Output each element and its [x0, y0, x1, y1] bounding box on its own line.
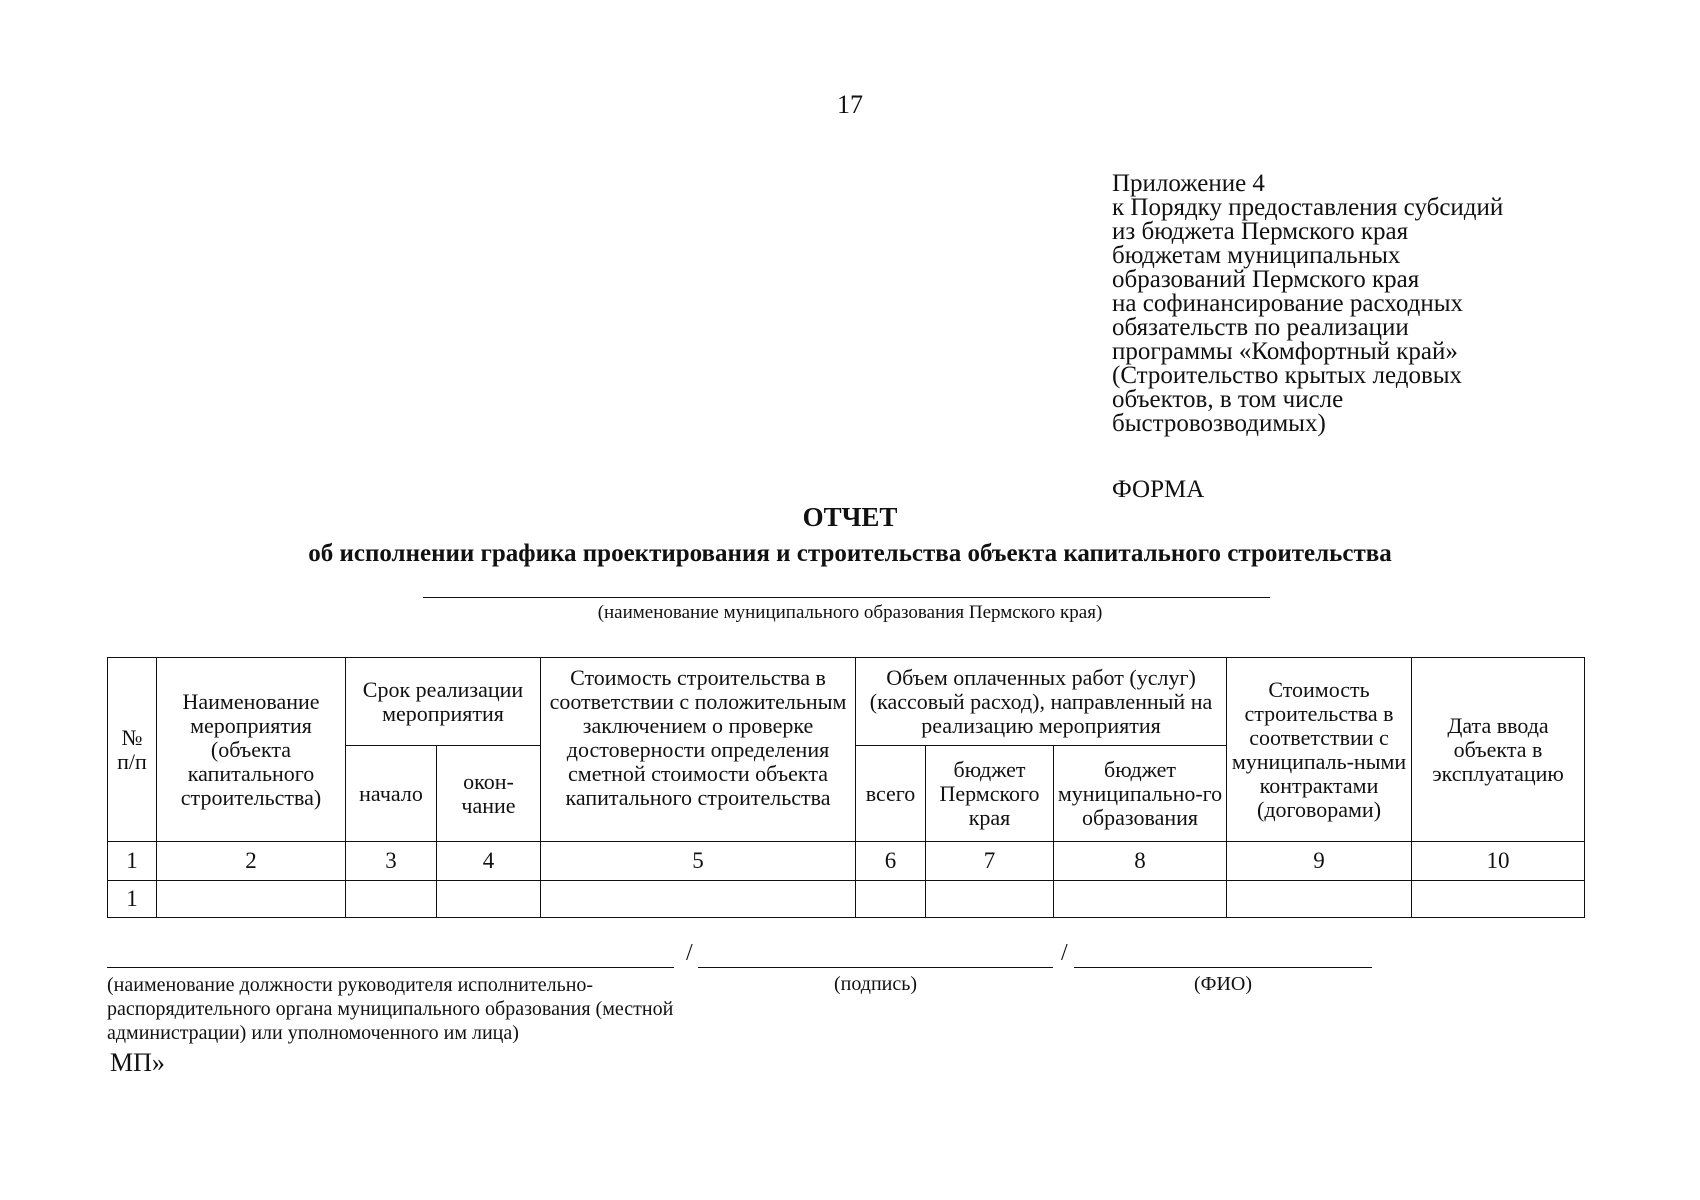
report-table: [107, 657, 1585, 918]
stamp-mark: МП»: [110, 1048, 165, 1077]
column-number: 3: [346, 842, 437, 881]
table-cell[interactable]: [346, 881, 437, 918]
position-caption: (наименование должности руководителя исполнительно-распорядительного органа муниципального образования (местной администрации) или уполномоченного им лица): [107, 974, 674, 1044]
name-caption: (ФИО): [1193, 973, 1252, 995]
header-end: окон-чание: [437, 746, 541, 842]
appendix-line: бюджетам муниципальных: [1112, 242, 1401, 269]
header-total: всего: [856, 746, 926, 842]
signature-fill-line: [698, 967, 1053, 968]
column-number-row: [108, 842, 1585, 881]
appendix-line: образований Пермского края: [1112, 266, 1420, 293]
table-cell[interactable]: [437, 881, 541, 918]
table-cell[interactable]: [1054, 881, 1227, 918]
header-paid-works: Объем оплаченных работ (услуг) (кассовый расход), направленный на реализацию мероприятия: [856, 658, 1227, 746]
appendix-line: программы «Комфортный край»: [1112, 338, 1458, 365]
table-cell[interactable]: [1412, 881, 1585, 918]
header-name: Наименование мероприятия (объекта капитального строительства): [157, 658, 346, 842]
column-number: 9: [1227, 842, 1412, 881]
appendix-line: из бюджета Пермского края: [1112, 218, 1409, 245]
column-number: 5: [541, 842, 856, 881]
separator-slash: /: [1061, 940, 1068, 966]
appendix-line: обязательств по реализации: [1112, 314, 1409, 341]
column-number: 4: [437, 842, 541, 881]
form-label: ФОРМА: [1112, 476, 1205, 503]
header-cost-expertise: Стоимость строительства в соответствии с положительным заключением о проверке достоверности определения сметной стоимости объекта капитального строительства: [541, 658, 856, 842]
header-cost-contracts: Стоимость строительства в соответствии с муниципаль-ными контрактами (договорами): [1227, 658, 1412, 842]
table-cell[interactable]: [541, 881, 856, 918]
column-number: 7: [926, 842, 1054, 881]
appendix-line: на софинансирование расходных: [1112, 290, 1463, 317]
appendix-line: объектов, в том числе: [1112, 386, 1344, 413]
header-period: Срок реализации мероприятия: [346, 658, 541, 746]
table-row: [108, 881, 1585, 918]
appendix-block: [1112, 172, 1632, 436]
header-commission-date: Дата ввода объекта в эксплуатацию: [1412, 658, 1585, 842]
appendix-line: быстровозводимых): [1112, 410, 1326, 437]
table-cell[interactable]: [926, 881, 1054, 918]
table-cell[interactable]: 1: [108, 881, 157, 918]
municipality-fill-line: [423, 597, 1270, 598]
header-no: № п/п: [108, 658, 157, 842]
appendix-line: Приложение 4: [1112, 170, 1265, 197]
column-number: 10: [1412, 842, 1585, 881]
column-number: 1: [108, 842, 157, 881]
municipality-caption: (наименование муниципального образования Пермского края): [597, 602, 1103, 623]
column-number: 6: [856, 842, 926, 881]
header-regional-budget: бюджет Пермского края: [926, 746, 1054, 842]
table-cell[interactable]: [1227, 881, 1412, 918]
table-cell[interactable]: [856, 881, 926, 918]
separator-slash: /: [686, 940, 693, 966]
report-title: ОТЧЕТ: [802, 502, 898, 532]
table-cell[interactable]: [157, 881, 346, 918]
page-number: 17: [837, 90, 863, 119]
column-number: 8: [1054, 842, 1227, 881]
appendix-line: (Строительство крытых ледовых: [1112, 362, 1463, 389]
report-subtitle: об исполнении графика проектирования и строительства объекта капитального строительства: [308, 540, 1392, 567]
appendix-line: к Порядку предоставления субсидий: [1112, 194, 1504, 221]
signature-caption: (подпись): [833, 973, 918, 995]
name-fill-line: [1074, 967, 1372, 968]
header-start: начало: [346, 746, 437, 842]
column-number: 2: [157, 842, 346, 881]
position-fill-line: [107, 967, 674, 968]
header-municipal-budget: бюджет муниципально-го образования: [1054, 746, 1227, 842]
